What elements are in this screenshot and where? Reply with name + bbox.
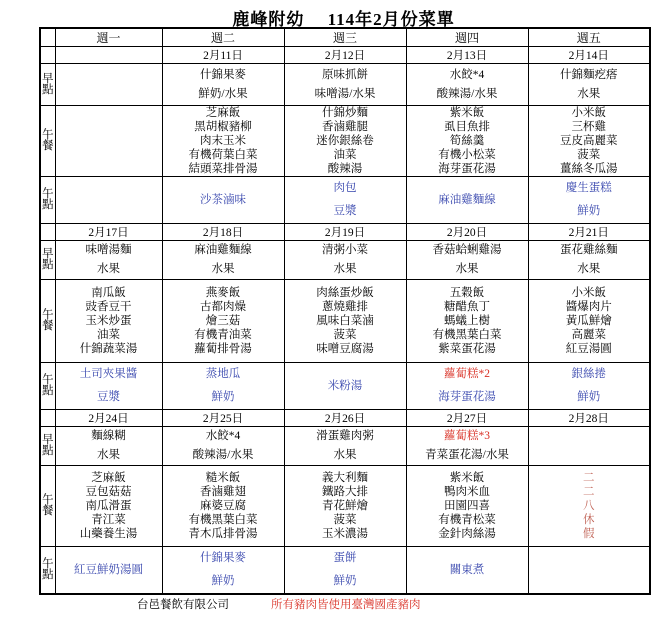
menu-line: 豉香豆干 [85, 301, 132, 313]
menu-line: 豆包菇菇 [85, 486, 132, 498]
menu-line: 鮮奶 [333, 575, 357, 587]
menu-line: 油菜 [97, 329, 120, 341]
menu-line: 清粥小菜 [322, 244, 368, 256]
menu-line: 鐵路大排 [322, 486, 368, 498]
menu-cell [528, 106, 650, 177]
menu-line: 芝麻飯 [91, 472, 126, 484]
row-label-char: 點 [42, 83, 54, 96]
date-cell: 2月17日 [55, 224, 162, 241]
label-spacer-cell [40, 224, 55, 241]
menu-cell [284, 64, 406, 106]
menu-cell [406, 177, 528, 224]
menu-cell [284, 280, 406, 363]
menu-cell [55, 363, 162, 410]
date-cell: 2月25日 [162, 410, 284, 427]
menu-line: 紫米飯 [449, 472, 485, 484]
menu-line: 豆漿 [333, 205, 357, 217]
menu-cell [406, 547, 528, 595]
row-label-char: 餐 [42, 320, 54, 332]
menu-line: 五穀飯 [449, 287, 485, 299]
menu-line: 虱目魚排 [444, 121, 490, 133]
menu-line: 沙茶滷味 [200, 193, 246, 206]
menu-line: 水果 [455, 263, 479, 275]
menu-line: 味噌湯/水果 [314, 87, 376, 100]
menu-line: 醬爆肉片 [565, 301, 612, 313]
row-label-cell [40, 106, 55, 177]
menu-cell [55, 280, 162, 363]
menu-cell [162, 466, 284, 547]
menu-line: 什錦炒麵 [322, 107, 368, 119]
menu-line: 燕麥飯 [205, 287, 241, 299]
corner-cell [40, 28, 55, 47]
menu-line: 水果 [211, 263, 235, 275]
menu-line: 蔥燒雞排 [322, 301, 368, 313]
menu-line: 三杯雞 [571, 121, 606, 133]
menu-line: 什錦果麥 [200, 68, 246, 81]
menu-table [39, 27, 651, 595]
menu-line: 慶生蛋糕 [565, 182, 612, 194]
menu-line: 青江菜 [91, 514, 126, 526]
menu-cell [284, 466, 406, 547]
menu-cell [528, 64, 650, 106]
date-cell: 2月12日 [284, 47, 406, 64]
menu-line: 青木瓜排骨湯 [188, 528, 258, 540]
menu-line: 什錦蔬菜湯 [79, 343, 138, 355]
menu-line: 鮮奶 [211, 575, 235, 587]
row-label-cell [40, 427, 55, 466]
menu-cell [406, 427, 528, 466]
menu-line: 菠菜 [333, 329, 357, 341]
menu-cell [55, 241, 162, 280]
menu-table-body [40, 28, 650, 594]
footer-company: 台邑餐飲有限公司 [137, 599, 229, 611]
menu-cell [284, 427, 406, 466]
menu-line: 青花鮮燴 [322, 500, 368, 512]
row-label-char: 餐 [42, 140, 54, 152]
date-cell: 2月20日 [406, 224, 528, 241]
menu-line: 金針肉絲湯 [438, 528, 496, 540]
menu-cell [55, 177, 162, 224]
menu-line: 關東煮 [449, 563, 485, 576]
menu-line: 有機青松菜 [438, 514, 496, 526]
menu-line: 古都肉燥 [200, 301, 246, 313]
menu-line: 八 [583, 500, 595, 512]
menu-cell [406, 241, 528, 280]
menu-line: 味噌湯麵 [85, 244, 132, 256]
menu-line: 土司夾果醬 [79, 368, 138, 380]
menu-line: 原味抓餅 [322, 68, 368, 81]
row-label-char: 午 [42, 188, 54, 200]
row-label-char: 午 [42, 129, 54, 141]
menu-line: 麻油雞麵線 [194, 244, 252, 256]
menu-line: 黑胡椒豬柳 [194, 121, 252, 133]
row-label-cell [40, 466, 55, 547]
menu-line: 有機小松菜 [438, 149, 496, 161]
row-label-cell [40, 177, 55, 224]
row-label-cell [40, 241, 55, 280]
menu-cell [406, 64, 528, 106]
menu-line: 海芽蛋花湯 [438, 163, 496, 175]
menu-cell [406, 106, 528, 177]
menu-line: 香滷雞腿 [322, 121, 368, 133]
menu-cell [55, 547, 162, 595]
row-label-cell [40, 363, 55, 410]
menu-cell [162, 177, 284, 224]
menu-cell [162, 64, 284, 106]
menu-cell [528, 177, 650, 224]
menu-cell [406, 363, 528, 410]
menu-cell [162, 547, 284, 595]
menu-line: 水果 [97, 449, 120, 461]
menu-line: 酸辣湯/水果 [192, 449, 254, 461]
menu-line: 鮮奶 [577, 391, 601, 403]
menu-cell [55, 466, 162, 547]
menu-line: 水餃*4 [205, 430, 241, 442]
menu-line: 蘿蔔糕*2 [444, 368, 490, 380]
menu-line: 玉米濃湯 [322, 528, 368, 540]
menu-line: 肉絲蛋炒飯 [316, 287, 374, 299]
menu-line: 麻婆豆腐 [200, 500, 246, 512]
row-label-char: 點 [42, 199, 54, 211]
row-label-char: 點 [42, 259, 54, 271]
menu-line: 水果 [577, 87, 601, 100]
menu-line: 芝麻飯 [205, 107, 241, 119]
date-cell: 2月18日 [162, 224, 284, 241]
menu-line: 有機黑葉白菜 [432, 329, 502, 341]
menu-line: 菠菜 [333, 514, 357, 526]
menu-line: 有機青油菜 [194, 329, 252, 341]
menu-cell [406, 466, 528, 547]
menu-line: 酸辣湯/水果 [436, 87, 498, 100]
row-label-char: 餐 [42, 505, 54, 517]
row-label-cell [40, 547, 55, 595]
menu-line: 鮮奶/水果 [198, 87, 248, 100]
row-label-cell [40, 64, 55, 106]
menu-line: 高麗菜 [571, 329, 606, 341]
menu-line: 水果 [577, 263, 601, 275]
menu-line: 二 [583, 486, 595, 498]
row-label-char: 午 [42, 558, 54, 570]
menu-line: 結頭菜排骨湯 [188, 163, 258, 175]
menu-line: 什錦果麥 [200, 552, 246, 564]
menu-line: 二 [583, 472, 595, 484]
menu-line: 青菜蛋花湯/水果 [425, 449, 509, 461]
menu-line: 香滷雞翅 [200, 486, 246, 498]
footer-pork-notice: 所有豬肉皆使用臺灣國產豬肉 [271, 599, 421, 611]
menu-line: 南瓜滑蛋 [85, 500, 132, 512]
menu-line: 米粉湯 [327, 379, 363, 392]
menu-line: 小米飯 [571, 287, 606, 299]
menu-line: 味噌豆腐湯 [316, 343, 374, 355]
menu-cell [55, 106, 162, 177]
row-label-char: 早 [42, 72, 54, 85]
row-label-cell [40, 280, 55, 363]
menu-line: 糙米飯 [205, 472, 241, 484]
day-header-cell: 週一 [55, 28, 162, 47]
date-cell: 2月21日 [528, 224, 650, 241]
menu-line: 薑絲冬瓜湯 [560, 163, 618, 175]
menu-line: 風味白菜滷 [316, 315, 374, 327]
menu-line: 小米飯 [571, 107, 606, 119]
row-label-char: 點 [42, 445, 54, 457]
menu-line: 豆漿 [97, 391, 120, 403]
menu-line: 蒸地瓜 [205, 368, 241, 380]
date-cell: 2月24日 [55, 410, 162, 427]
menu-line: 麻油雞麵線 [438, 193, 496, 206]
menu-cell [528, 427, 650, 466]
row-label-char: 早 [42, 248, 54, 260]
menu-cell [284, 106, 406, 177]
menu-cell [284, 547, 406, 595]
menu-line: 蘿蔔排骨湯 [194, 343, 252, 355]
menu-line: 菠菜 [577, 149, 601, 161]
menu-line: 假 [583, 528, 595, 540]
menu-line: 休 [583, 514, 595, 526]
menu-cell [284, 241, 406, 280]
date-cell: 2月19日 [284, 224, 406, 241]
menu-cell [162, 280, 284, 363]
row-label-char: 點 [42, 385, 54, 397]
menu-line: 有機荷葉白菜 [188, 149, 258, 161]
menu-cell [528, 241, 650, 280]
menu-line: 迷你銀絲卷 [316, 135, 374, 147]
day-header-cell: 週三 [284, 28, 406, 47]
menu-cell [528, 466, 650, 547]
menu-line: 玉米炒蛋 [85, 315, 132, 327]
date-cell [55, 47, 162, 64]
menu-line: 有機黑葉白菜 [188, 514, 258, 526]
row-label-char: 點 [42, 569, 54, 581]
date-cell: 2月27日 [406, 410, 528, 427]
menu-line: 紫米飯 [449, 107, 485, 119]
row-label-char: 午 [42, 494, 54, 506]
date-cell: 2月13日 [406, 47, 528, 64]
row-label-char: 早 [42, 434, 54, 446]
menu-cell [528, 547, 650, 595]
menu-line: 銀絲捲 [571, 368, 606, 380]
day-header-cell: 週五 [528, 28, 650, 47]
menu-cell [528, 280, 650, 363]
menu-line: 水餃*4 [449, 68, 485, 81]
menu-line: 蛋餅 [333, 552, 357, 564]
menu-cell [284, 177, 406, 224]
menu-cell [162, 106, 284, 177]
menu-line: 紅豆湯圓 [565, 343, 612, 355]
date-cell: 2月14日 [528, 47, 650, 64]
menu-line: 山藥養生湯 [79, 528, 138, 540]
menu-line: 蘿蔔糕*3 [444, 430, 490, 442]
menu-line: 鮮奶 [211, 391, 235, 403]
menu-cell [162, 363, 284, 410]
menu-line: 麵線糊 [91, 430, 126, 442]
menu-line: 燴三菇 [205, 315, 241, 327]
menu-line: 水果 [333, 263, 357, 275]
menu-line: 豆皮高麗菜 [560, 135, 618, 147]
date-cell: 2月26日 [284, 410, 406, 427]
menu-cell [162, 427, 284, 466]
menu-line: 油菜 [333, 149, 357, 161]
menu-cell [162, 241, 284, 280]
menu-line: 香菇蛤蜊雞湯 [432, 244, 502, 256]
menu-line: 什錦麵疙瘩 [560, 68, 618, 81]
menu-line: 義大利麵 [322, 472, 368, 484]
menu-line: 水果 [97, 263, 120, 275]
row-label-char: 午 [42, 374, 54, 386]
date-cell: 2月28日 [528, 410, 650, 427]
day-header-cell: 週二 [162, 28, 284, 47]
menu-line: 黃瓜鮮燴 [565, 315, 612, 327]
page-title: 鹿峰附幼 114年2月份菜單 [232, 10, 455, 29]
menu-cell [284, 363, 406, 410]
menu-line: 田園四喜 [444, 500, 490, 512]
menu-line: 滑蛋雞肉粥 [316, 430, 374, 442]
menu-cell [55, 64, 162, 106]
menu-line: 螞蟻上樹 [444, 315, 490, 327]
menu-line: 紫菜蛋花湯 [438, 343, 496, 355]
menu-line: 肉包 [333, 182, 357, 194]
menu-cell [55, 427, 162, 466]
date-cell: 2月11日 [162, 47, 284, 64]
label-spacer-cell [40, 410, 55, 427]
menu-line: 鴨肉米血 [444, 486, 490, 498]
row-label-char: 午 [42, 309, 54, 321]
menu-line: 糖醋魚丁 [444, 301, 490, 313]
label-spacer-cell [40, 47, 55, 64]
day-header-cell: 週四 [406, 28, 528, 47]
menu-cell [528, 363, 650, 410]
menu-line: 水果 [333, 449, 357, 461]
menu-line: 筍絲羹 [449, 135, 485, 147]
menu-line: 鮮奶 [577, 205, 601, 217]
menu-cell [406, 280, 528, 363]
menu-line: 海芽蛋花湯 [438, 391, 496, 403]
menu-line: 南瓜飯 [91, 287, 126, 299]
menu-line: 紅豆鮮奶湯圓 [74, 563, 143, 576]
menu-line: 蛋花雞絲麵 [560, 244, 618, 256]
menu-line: 酸辣湯 [327, 163, 363, 175]
menu-line: 肉末玉米 [200, 135, 246, 147]
